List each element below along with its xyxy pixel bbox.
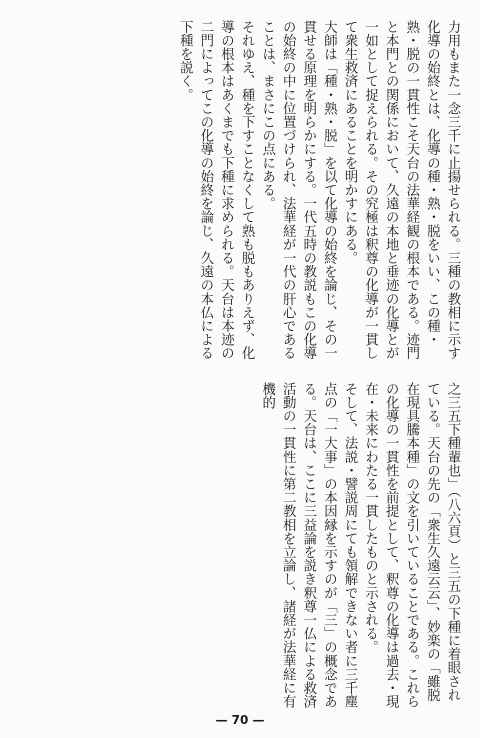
upper-text-block: [4, 20, 462, 368]
lower-text-block: [4, 382, 462, 714]
paragraph: そして、法説・譬説周にても領解できない者に三千塵点の「一大事」の本因縁を示すのが「三」の概念である。天台は、ここに三益論を説き釈尊一仏による救済活動の一貫性に第二教相を立論し、諸経が法華経に有機的: [259, 382, 358, 709]
paragraph: 大師は「種・熟・脱」を以て化導の始終を論じ、その一貫せる原理を明らかにする。一代五時の教説もこの化導の始終の中に位置づけられ、法華経が一代の肝心であることは、まさにこの点にある。: [259, 20, 337, 360]
paragraph: 力用もまた一念三千に止揚せられる。三種の教相に示す化導の始終とは、化導の種・熟・脱をいい、この種・熟・脱の一貫性こそ天台の法華経観の根本である。迹門と本門との関係において、久遠の本地と垂迹の化導とが一如として捉えられる。その究極は釈尊の化導が一貫して衆生救済にあることを明かすにある。: [342, 20, 460, 360]
page-number: — 70 —: [215, 713, 265, 727]
paragraph: 之三五下種輩也」（八六頁）と三五の下種に着眼されている。天台の先の「衆生久遠云云」、妙楽の「雖脱在現具騰本種」の文を引いていることである。これらの化導の一貫性を前提として、釈尊の化導は過去・現在・未来にわたる一貫したものと示される。: [362, 382, 460, 709]
paragraph: それゆえ、種を下すことなくして熟も脱もありえず、化導の根本はあくまでも下種に求められる。天台は本迹の二門によってこの化導の始終を論じ、久遠の本仏による下種を説く。: [177, 20, 255, 360]
